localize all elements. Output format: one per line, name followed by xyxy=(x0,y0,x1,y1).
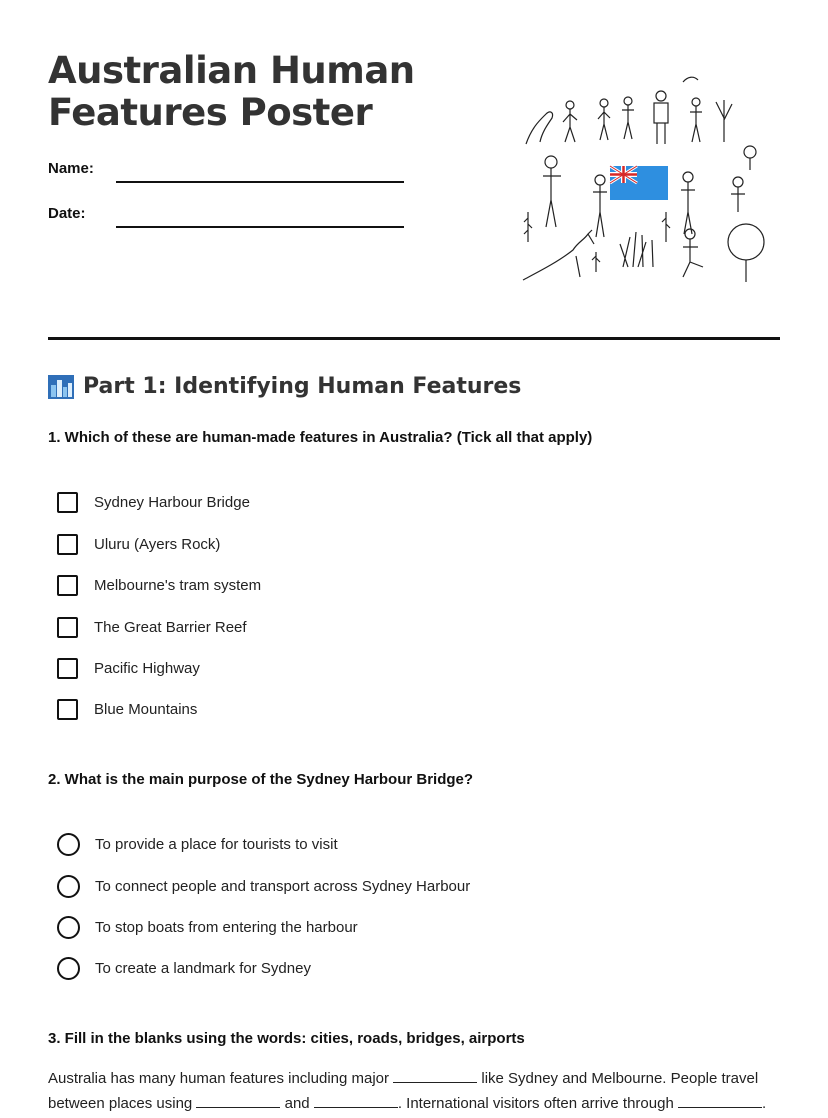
radio-button[interactable] xyxy=(57,957,80,980)
checkbox[interactable] xyxy=(57,575,78,596)
option-label: Pacific Highway xyxy=(94,660,200,677)
q1-option[interactable] xyxy=(57,699,197,720)
question-2: 2. What is the main purpose of the Sydney Harbour Bridge? xyxy=(48,771,474,788)
fill-in-paragraph xyxy=(48,1066,783,1116)
option-label: Sydney Harbour Bridge xyxy=(94,494,250,511)
radio-button[interactable] xyxy=(57,916,80,939)
section-divider xyxy=(48,337,780,340)
blank-1[interactable] xyxy=(393,1068,477,1083)
option-label: To provide a place for tourists to visit xyxy=(95,836,338,853)
q2-option[interactable] xyxy=(57,957,311,980)
city-buildings-icon xyxy=(48,375,74,399)
q2-option[interactable] xyxy=(57,833,338,856)
checkbox[interactable] xyxy=(57,658,78,679)
date-label: Date: xyxy=(48,205,86,222)
option-label: Uluru (Ayers Rock) xyxy=(94,536,221,553)
title-line-1: Australian Human xyxy=(48,49,415,92)
checkbox[interactable] xyxy=(57,699,78,720)
q2-option[interactable] xyxy=(57,875,470,898)
blank-3[interactable] xyxy=(314,1093,398,1108)
q1-option[interactable] xyxy=(57,534,220,555)
part1-heading xyxy=(48,374,521,399)
option-label: Melbourne's tram system xyxy=(94,577,262,594)
name-field[interactable] xyxy=(116,181,404,183)
q1-option[interactable] xyxy=(57,658,200,679)
blank-2[interactable] xyxy=(196,1093,280,1108)
checkbox[interactable] xyxy=(57,492,78,513)
checkbox[interactable] xyxy=(57,534,78,555)
australia-people-illustration xyxy=(518,72,768,287)
radio-button[interactable] xyxy=(57,875,80,898)
paragraph-text: and xyxy=(280,1095,314,1112)
blank-4[interactable] xyxy=(678,1093,762,1108)
australian-flag-icon xyxy=(610,166,668,200)
option-label: To connect people and transport across Sydney Harbour xyxy=(95,878,471,895)
paragraph-text: like Sydney and Melbourne. People travel between places using xyxy=(48,1070,759,1112)
paragraph-text: . International visitors often arrive through xyxy=(397,1095,678,1112)
option-label: The Great Barrier Reef xyxy=(94,619,247,636)
radio-button[interactable] xyxy=(57,833,80,856)
name-label: Name: xyxy=(48,160,94,177)
q1-option[interactable] xyxy=(57,575,261,596)
q1-option[interactable] xyxy=(57,617,247,638)
date-field[interactable] xyxy=(116,226,404,228)
option-label: To create a landmark for Sydney xyxy=(95,960,311,977)
checkbox[interactable] xyxy=(57,617,78,638)
page-title xyxy=(48,50,415,134)
paragraph-text: Australia has many human features including major xyxy=(48,1070,394,1087)
q1-option[interactable] xyxy=(57,492,250,513)
question-1: 1. Which of these are human-made features in Australia? (Tick all that apply) xyxy=(48,429,593,446)
title-line-2: Features Poster xyxy=(48,91,373,134)
option-label: To stop boats from entering the harbour xyxy=(95,919,358,936)
paragraph-text: . xyxy=(761,1095,767,1112)
option-label: Blue Mountains xyxy=(94,701,198,718)
part1-title: Part 1: Identifying Human Features xyxy=(83,374,522,399)
question-3: 3. Fill in the blanks using the words: cities, roads, bridges, airports xyxy=(48,1030,525,1047)
q2-option[interactable] xyxy=(57,916,358,939)
